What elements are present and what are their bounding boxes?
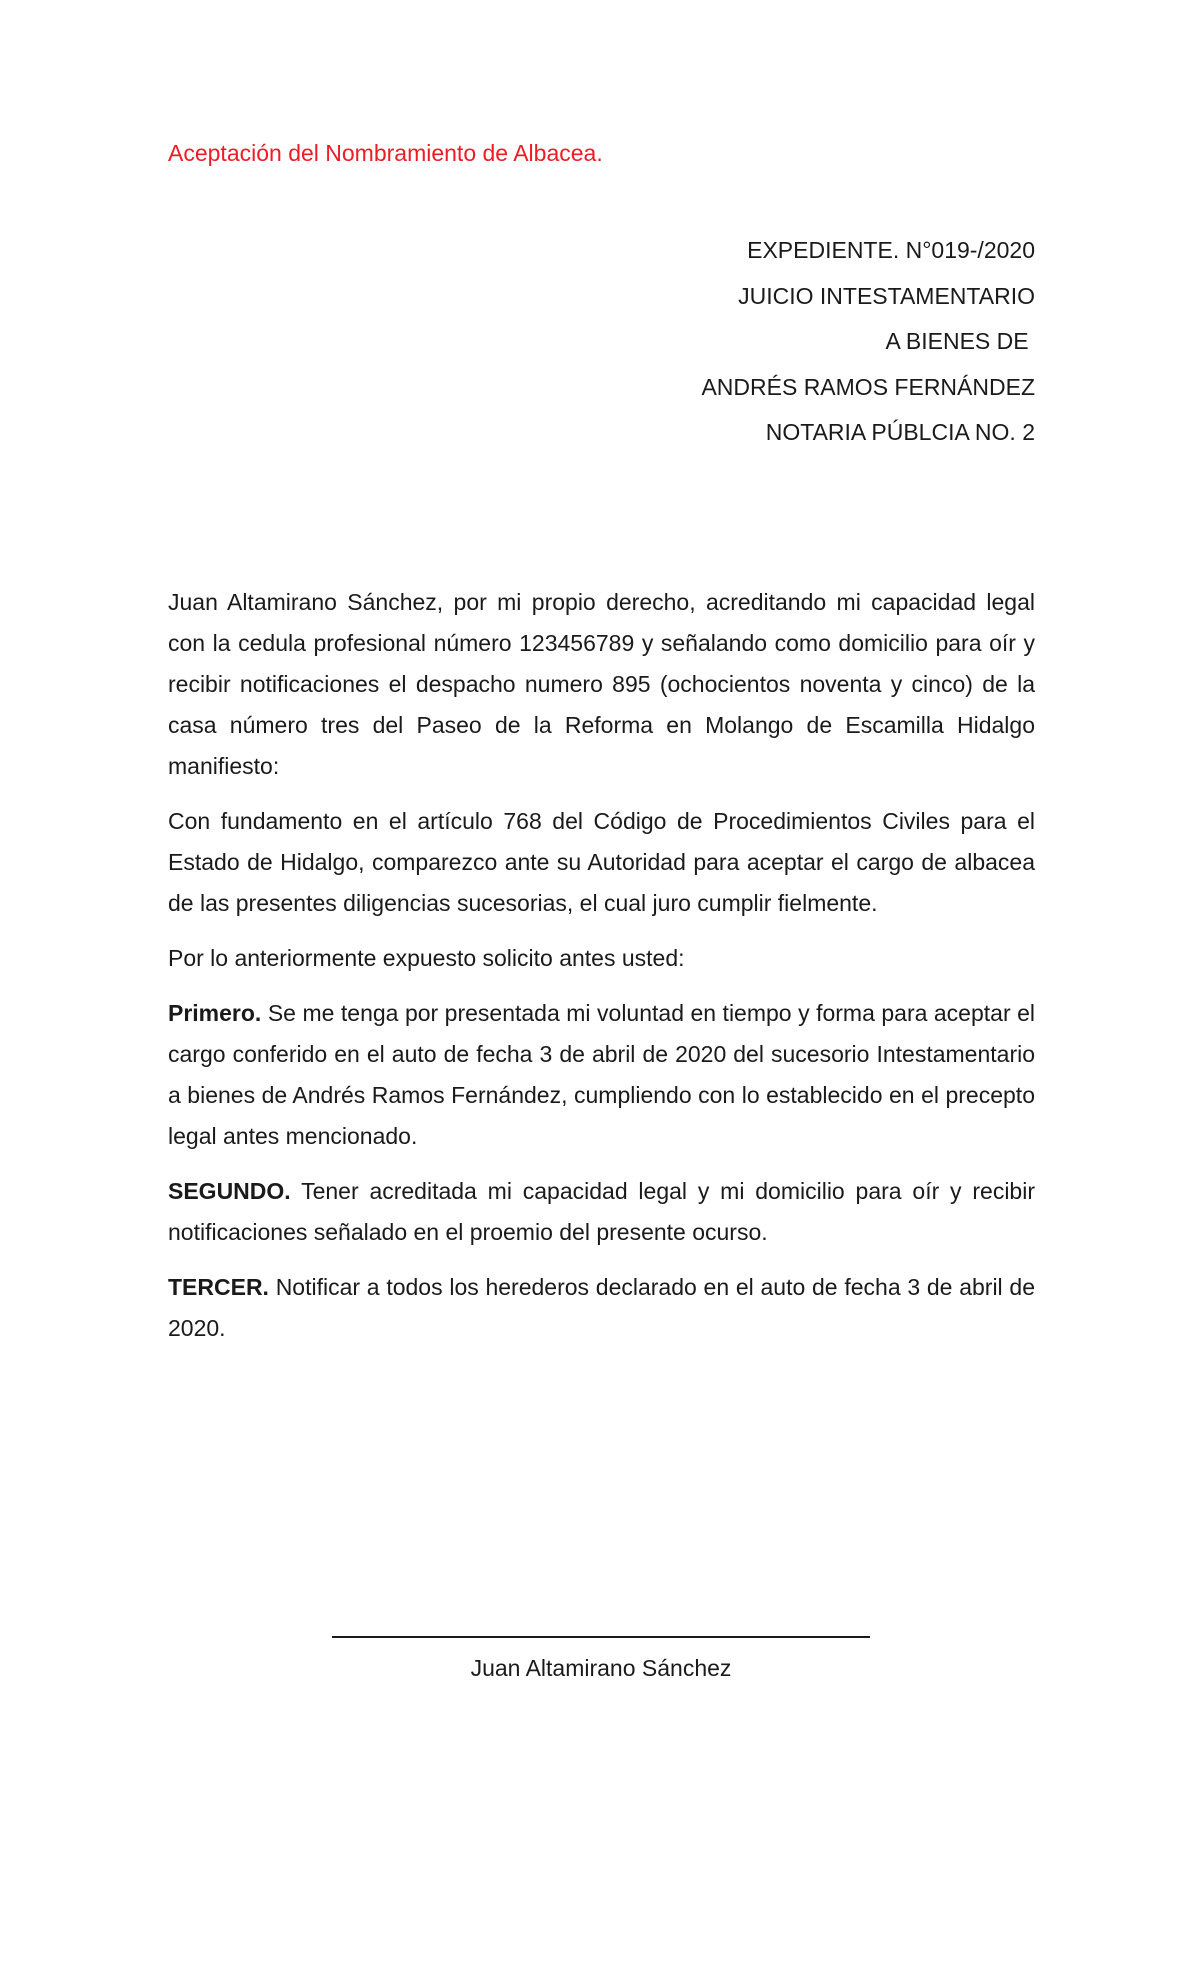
point-second-paragraph [168,1171,1035,1253]
point-second-label: SEGUNDO. [168,1178,291,1204]
point-second-text: Tener acreditada mi capacidad legal y mi domicilio para oír y recibir notificaciones señalado en el proemio del presente ocurso. [168,1178,1035,1245]
document-title: Aceptación del Nombramiento de Albacea. [168,140,603,166]
legal-basis-paragraph: Con fundamento en el artículo 768 del Código de Procedimientos Civiles para el Estado de Hidalgo, comparezco ante su Autoridad para aceptar el cargo de albacea de las presentes diligencias sucesorias, el cual juro cumplir fielmente. [168,808,1035,916]
case-goods-of: A BIENES DE [885,328,1035,354]
case-type: JUICIO INTESTAMENTARIO [738,282,1035,309]
signature-line [332,1636,870,1638]
intro-paragraph: Juan Altamirano Sánchez, por mi propio derecho, acreditando mi capacidad legal con la cedula profesional número 123456789 y señalando como domicilio para oír y recibir notificaciones el despacho numero 895 (ochocientos noventa y cinco) de la casa número tres del Paseo de la Reforma en Molango de Escamilla Hidalgo manifiesto: [168,589,1035,779]
point-third-paragraph [168,1267,1035,1349]
document-body [168,582,1035,1363]
point-third-label: TERCER. [168,1274,269,1300]
point-third-text: Notificar a todos los herederos declarado en el auto de fecha 3 de abril de 2020. [168,1274,1035,1341]
signature-name: Juan Altamirano Sánchez [470,1655,732,1681]
case-deceased-name: ANDRÉS RAMOS FERNÁNDEZ [701,373,1035,400]
point-first-label: Primero. [168,1000,262,1026]
case-notary: NOTARIA PÚBLCIA NO. 2 [765,419,1035,445]
point-first-paragraph [168,993,1035,1157]
request-paragraph: Por lo anteriormente expuesto solicito antes usted: [168,945,685,971]
case-header [701,228,1035,456]
point-first-text: Se me tenga por presentada mi voluntad en tiempo y forma para aceptar el cargo conferido en el auto de fecha 3 de abril de 2020 del sucesorio Intestamentario a bienes de Andrés Ramos Fernández, cumpliendo con lo establecido en el precepto legal antes mencionado. [168,1000,1035,1149]
case-file-number: EXPEDIENTE. N°019-/2020 [747,237,1035,263]
